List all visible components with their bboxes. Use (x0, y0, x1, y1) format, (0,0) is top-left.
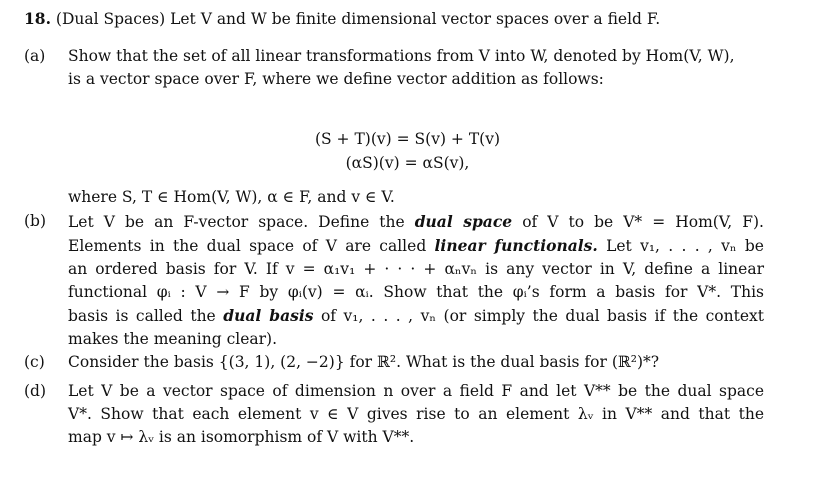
part-d (24, 380, 764, 449)
part-b-line-1-post: of V to be V* = Hom(V, F). (522, 213, 764, 231)
part-b-line-1 (68, 210, 764, 234)
part-c (24, 351, 764, 374)
problem-intro: Let V and W be finite dimensional vector spaces over a field F. (170, 10, 661, 28)
part-d-label: (d) (24, 382, 47, 400)
part-b-label: (b) (24, 212, 47, 230)
part-b-line-5 (68, 304, 764, 328)
part-b-line-6: makes the meaning clear). (68, 330, 278, 348)
part-b-line-5-post: of v₁, . . . , vₙ (or simply the dual basis if the context (320, 307, 764, 325)
part-c-label: (c) (24, 353, 45, 371)
part-b-line-4: functional φᵢ : V → F by φᵢ(v) = αᵢ. Show that the φᵢ’s form a basis for V*. This (68, 283, 764, 301)
problem-header (24, 7, 660, 31)
term-linear-functionals: linear functionals. (434, 236, 598, 255)
part-a-where-clause: where S, T ∈ Hom(V, W), α ∈ F, and v ∈ V. (68, 188, 395, 206)
part-d-line-3: map v ↦ λᵥ is an isomorphism of V with V**. (68, 428, 415, 446)
part-c-line-1: Consider the basis {(3, 1), (2, −2)} for ℝ². What is the dual basis for (ℝ²)*? (68, 353, 660, 371)
equation-addition: (S + T)(v) = S(v) + T(v) (314, 130, 501, 148)
part-b-line-5-pre: basis is called the (68, 307, 216, 325)
problem-title: (Dual Spaces) (55, 10, 166, 28)
part-a-line-2: is a vector space over F, where we define vector addition as follows: (68, 70, 604, 88)
part-b-line-3: an ordered basis for V. If v = α₁v₁ + · · · + αₙvₙ is any vector in V, define a linear (68, 260, 764, 278)
term-dual-basis: dual basis (223, 306, 314, 325)
part-a-label: (a) (24, 47, 46, 65)
part-b-line-2 (68, 234, 764, 258)
part-b-line-1-pre: Let V be an F-vector space. Define the (68, 213, 405, 231)
part-d-line-1: Let V be a vector space of dimension n over a field F and let V** be the dual space (68, 382, 764, 400)
part-b-line-2-pre: Elements in the dual space of V are called (68, 237, 427, 255)
part-a-line-1: Show that the set of all linear transformations from V into W, denoted by Hom(V, W), (68, 47, 735, 65)
problem-number: 18. (24, 9, 51, 28)
equation-scalar-multiplication: (αS)(v) = αS(v), (345, 154, 470, 172)
part-d-line-2: V*. Show that each element v ∈ V gives rise to an element λᵥ in V** and that the (68, 405, 764, 423)
part-b-line-2-post: Let v₁, . . . , vₙ be (606, 237, 764, 255)
term-dual-space: dual space (414, 212, 513, 231)
part-a (24, 45, 764, 91)
part-b (24, 210, 764, 351)
